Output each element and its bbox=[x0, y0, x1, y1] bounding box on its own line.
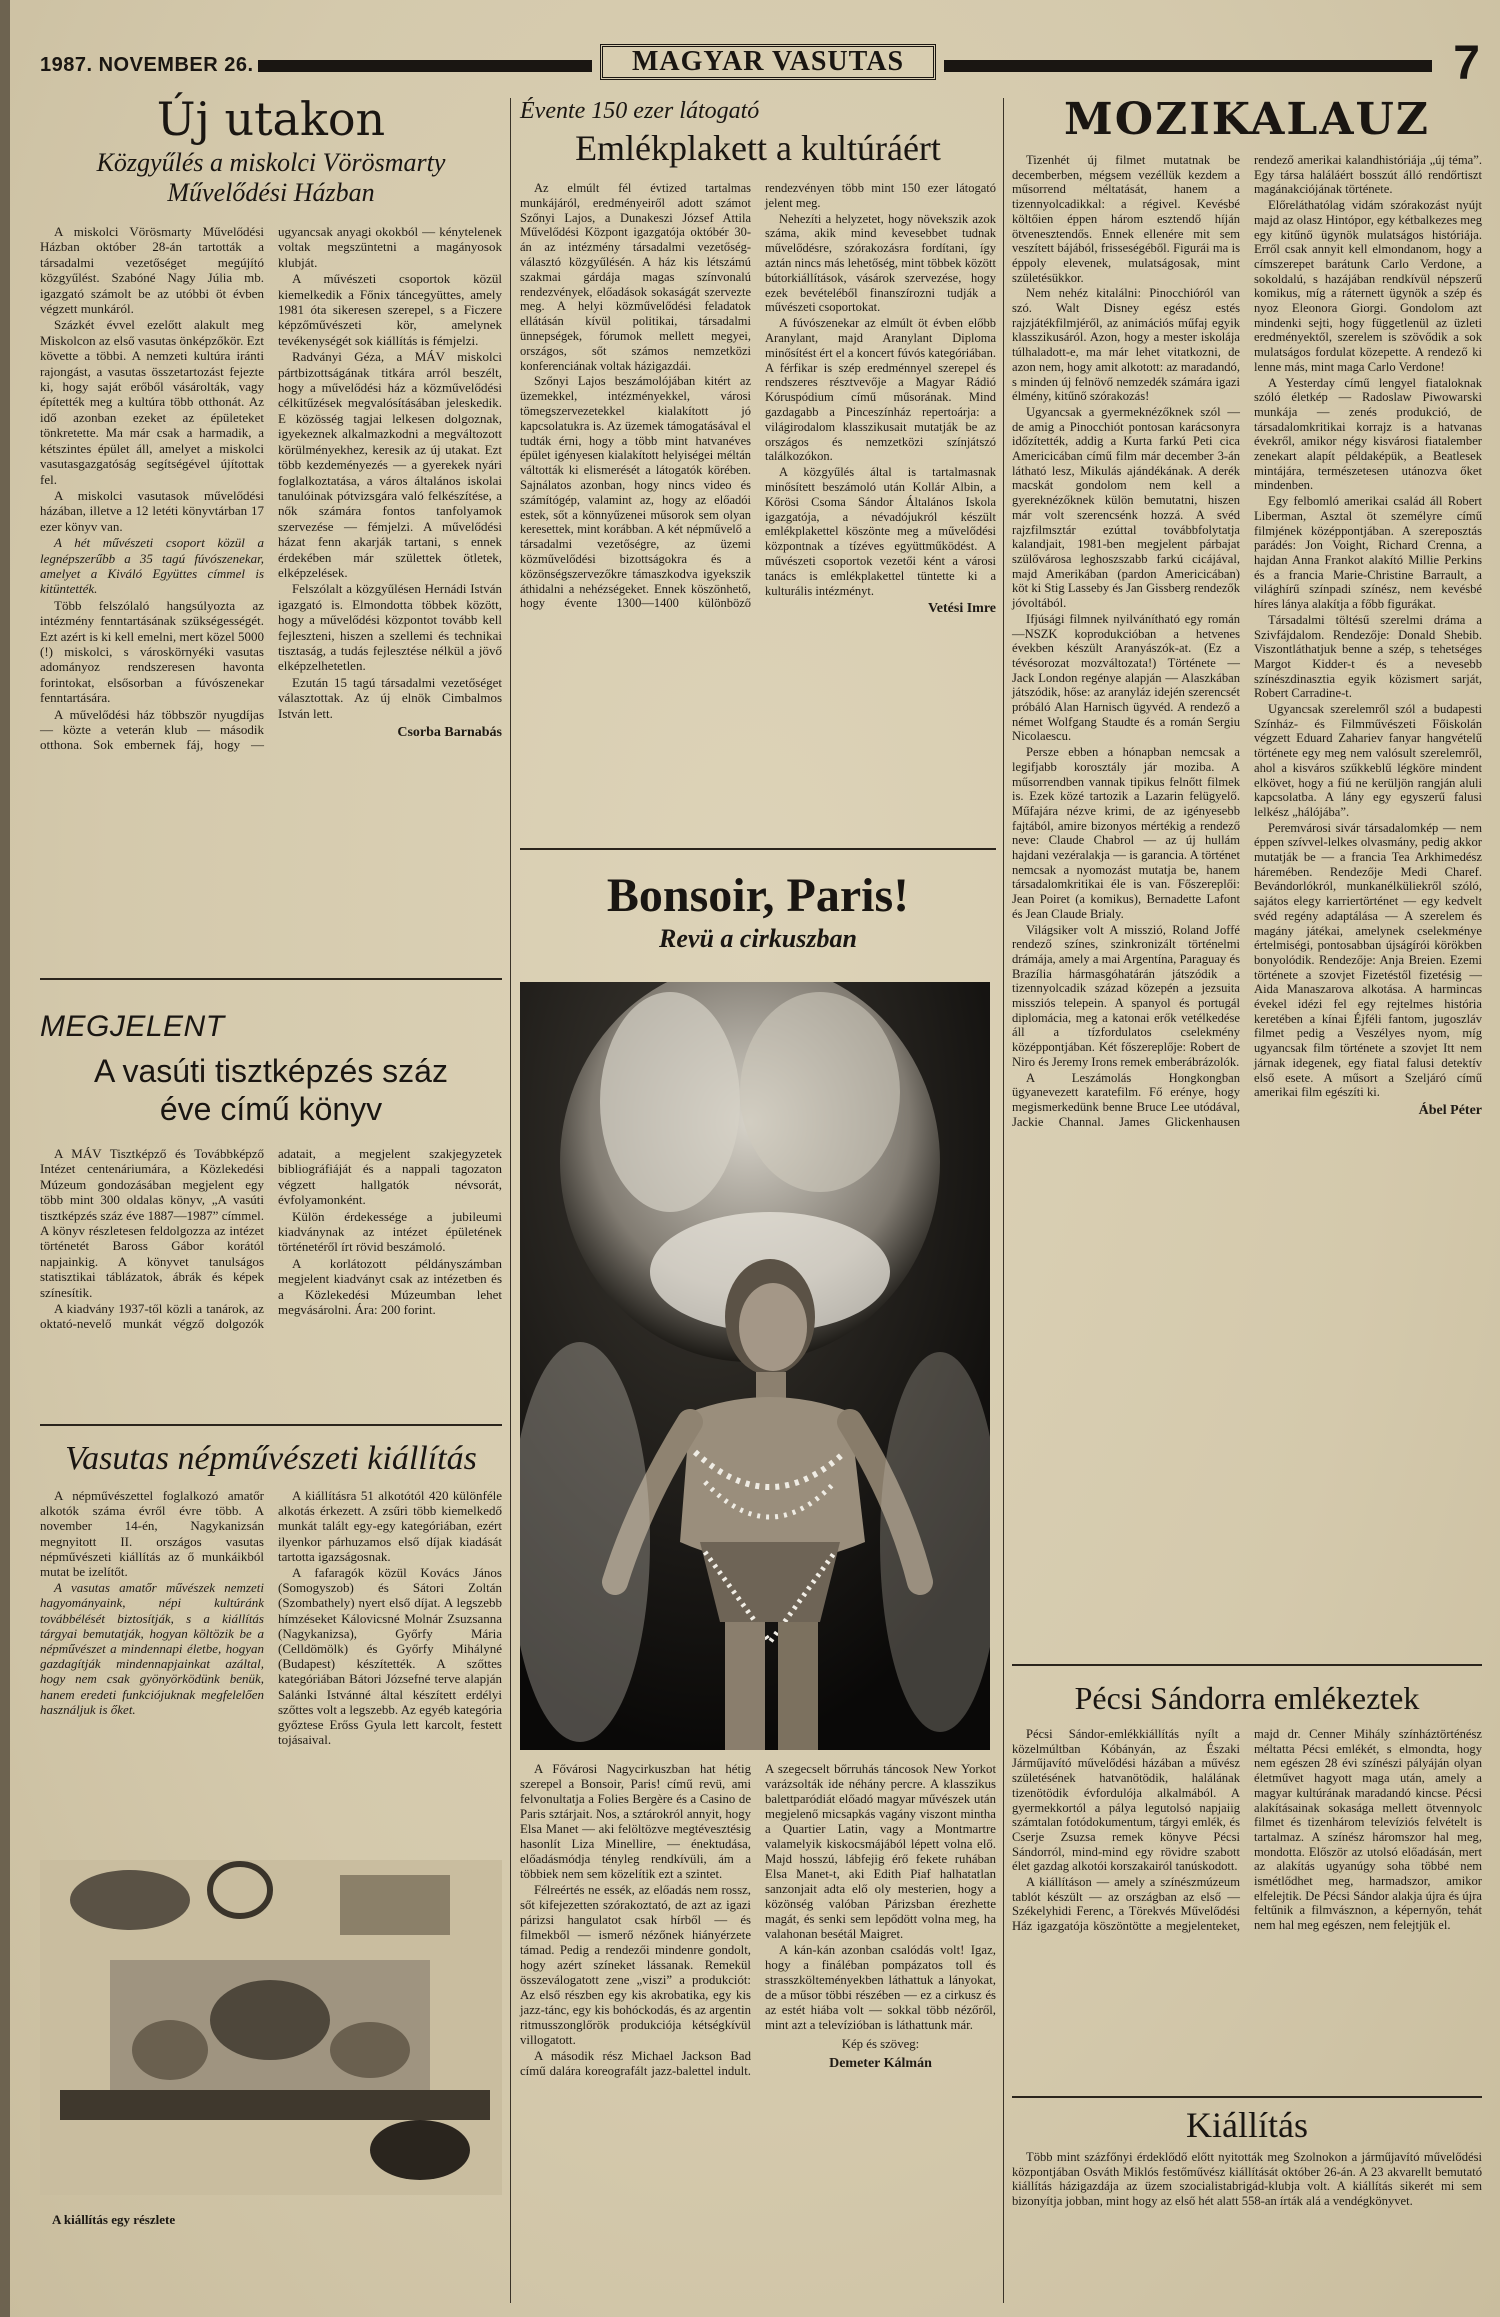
paragraph: Radványi Géza, a MÁV miskolci pártbizottságának titkára arról beszélt, hogy a művelődési ház a közművelődési célkitűzések megvalósításában jeleskedik. E közösség tagjai lelkesen dolgoznak, igyekeznek alkalmazkodni a megváltozott körülményekhez, keresik az új utakat. Ezt több kezdeményezés — a gyerekek nyári foglalkoztatása, a város általános iskolai tanulóinak pótvizsgára való felkészítése, a nők számára fontos tanfolyamok szervezése — fémjelzi. A művelődési házat fenn akarják tartani, s ennek érdekében már születtek ötletek, elképzelések. bbox=[278, 349, 502, 580]
article-pecsi bbox=[1012, 1680, 1482, 2087]
author: Csorba Barnabás bbox=[397, 725, 502, 740]
section-rule bbox=[40, 1424, 502, 1426]
headline: Emlékplakett a kultúráért bbox=[575, 128, 941, 168]
paragraph: A vasutas amatőr művészek nemzeti hagyományaink, népi kultúránk továbbélését biztosítják, s a kiállítás tárgyai bemutatják, hogyan költözik be a népművészet a mindennapi életbe, hogyan gazdagítják mindennapjainkat azáltal, hogy nem csak gyönyörködünk benük, hanem eredeti funkciójuknak megfelelően használjuk is őket. bbox=[40, 1580, 264, 1717]
section-rule bbox=[520, 848, 996, 850]
headline: Pécsi Sándorra emlékeztek bbox=[1074, 1680, 1420, 1716]
masthead-rule-right bbox=[944, 60, 1432, 72]
column-rule bbox=[1003, 98, 1004, 2303]
article-body bbox=[40, 1146, 502, 1386]
masthead-rule-left bbox=[258, 60, 592, 72]
paragraph: A hét művészeti csoport közül a legnépszerűbb a 35 tagú fúvószenekar, amelyet a Kiváló Együttes címmel is kitüntették. bbox=[40, 535, 264, 597]
paragraph: Persze ebben a hónapban nemcsak a legifjabb korosztály jár moziba. A műsorrendben vannak tipikus felnőtt filmek is. Ezek közé tartozik a Lazarin felügyelő. Műfajára nézve krimi, de az igényesebb fajtából, amire bizonyos mértékig a rendező neve: Claude Chabrol — az új hullám hajdani vezéralakja — is garancia. A történet nemcsak a nyomozást mutatja be, hanem társadalomkritikai éle is van. Főszereplői: Jean Poiret (a komikus), Bernadette Lafont és Jean Claude Brialy. bbox=[1012, 745, 1240, 921]
article-body bbox=[1012, 153, 1482, 1693]
kicker: Évente 150 ezer látogató bbox=[520, 98, 760, 124]
article-body bbox=[520, 181, 996, 837]
paragraph: Ezután 15 tagú társadalmi vezetőséget választottak. Az új elnök Cimbalmos István lett. bbox=[278, 674, 502, 721]
paragraph: Ugyancsak szerelemről szól a budapesti Színház- és Filmművészeti Főiskolán végzett Eduard Zahariev fanyar hangvételű története egy meg nem valósult szerelemről, ahol a kisváros szűkkeblű légköre mindent elkövet, hogy a fiú ne kerüljön rangján aluli kapcsolatba. A lány egy egyszerű falusi lelkész „hálójába”. bbox=[1254, 702, 1482, 819]
article-emlekplakett bbox=[520, 98, 996, 837]
page-edge bbox=[0, 0, 10, 2317]
photo-caption: A kiállítás egy részlete bbox=[52, 2212, 176, 2227]
paragraph: A Fővárosi Nagycirkuszban hat hétig szerepel a Bonsoir, Paris! című revü, ami felvonultatja a Folies Bergère és a Casino de Paris sztárjait. Nos, a sztárokról annyit, hogy Elsa Manet — aki felöltözve megtévesztésig hasonlít Liza Minellire, — énektudása, előadásmódja tényleg rendkívüli, ám a többiek nem sem közelítik ezt a szintet. bbox=[520, 1762, 751, 1881]
paragraph: Ifjúsági filmnek nyilvánítható egy román—NSZK koprodukcióban a hetvenes években készült Aranyászók-at. (Ez a tévésorozat mozváltozata!) Története — Jack London regénye alapján — Alaszkában játszódik, hőse: az aranyláz idején szerencsét próbáló Alan Harnisch ügyvéd. A rendező a német Wolfgang Staudte és a román Sergiu Nicolaescu. bbox=[1012, 611, 1240, 744]
headline: MOZIKALAUZ bbox=[1064, 94, 1430, 145]
article-kiallitas bbox=[1012, 2104, 1482, 2210]
revue-dancer-drawing bbox=[520, 982, 990, 1750]
column-rule bbox=[510, 98, 511, 2303]
paragraph: Külön érdekessége a jubileumi kiadványnak az intézet épületének történetéről írt rövid beszámoló. bbox=[278, 1208, 502, 1255]
author: Ábel Péter bbox=[1418, 1103, 1482, 1118]
article-bonsoir bbox=[520, 870, 996, 954]
article-body bbox=[40, 1488, 502, 1858]
section-rule bbox=[1012, 2096, 1482, 2098]
subheadline: Revü a cirkuszban bbox=[659, 924, 857, 953]
paragraph: A miskolci vasutasok művelődési házában, illetve a 12 letéti könyvtárban 17 ezer könyv van. bbox=[40, 487, 264, 534]
paragraph: Több felszólaló hangsúlyozta az intézmény fenntartásának szükségességét. Ezt azért is ki kell emelni, mert közel 5000 (!) miskolci, s városkörnyéki vasutas adományoz rendszeresen havonta forintokat, elsősorban a fúvószenekar fenntartására. bbox=[40, 597, 264, 706]
section-rule bbox=[40, 978, 502, 980]
paragraph: Több mint százfőnyi érdeklődő előtt nyitották meg Szolnokon a járműjavító művelődési központjában Osváth Miklós festőművész kiállítását október 26-án. A 23 akvarellt bemutató kiállítás házigazdája az üzem szocialistabrigád-klubja volt. A kiállítás sikerét mi sem bizonyítja jobban, mint hogy az első hét alatt 558-an írták alá a vendégkönyvet. bbox=[1012, 2150, 1482, 2209]
headline: Bonsoir, Paris! bbox=[606, 869, 910, 922]
paragraph: A Yesterday című lengyel fiataloknak szóló életkép — Radoslaw Piwowarski munkája — zenés produkció, de társadalomkritikai korrajz is a hatvanas évekről, amikor négy kisvárosi fiatalember zenekart alapít példaképük, a Beatlesek mintájára, természetesen utánozva őket mindenben. bbox=[1254, 375, 1482, 493]
paragraph: Előreláthatólag vidám szórakozást nyújt majd az olasz Hintópor, egy kétbalkezes meg egy kitűnő ügynök mulatságos históriája. Erről csak annyit kell elmondanom, hogy a címszerepet barátunk Carlo Verdone, a sokoldalú, s hazájában rendkívül népszerű komikus, míg a ráternett ügynök a szép és nyoz Eleonora Giorgi. Gondolom azt mindenki sejti, hogy függetlenül az üzleti eredményektől, szerelem is szövődik a sok mulatságos fordulat közepette. A rendező ki lenne más, mint maga Carlo Verdone! bbox=[1254, 198, 1482, 374]
paragraph: Társadalmi töltésű szerelmi dráma a Szivfájdalom. Rendezője: Donald Shebib. Viszontláthatjuk benne a szép, s tehetséges Margot Kidder-t és a nevesebb színészdinasztia egyik közismert sarját, Robert Carradine-t. bbox=[1254, 612, 1482, 701]
paragraph: Pécsi Sándor-emlékkiállítás nyílt a közelmúltban Kóbányán, az Északi Járműjavító művelődési házában a művész születésének hatvanötödik, halálának tizenötödik évfordulója alkalmából. A gyermekkortól a pálya legutolsó napjaiig számtalan fotódokumentum, tárgyi emlék, és Cserje Zsuzsa remek könyve Pécsi Sándorról, mind-mind egy rövidre szabott élet gazdag alkotói korszakairól tanúskodott. bbox=[1012, 1727, 1240, 1874]
paragraph: A kiállításon — amely a színészmúzeum tablót készült — az országban az első — Székelyhidi Ferenc, a Törekvés Művelődési Ház igazgatója köszöntötte a megjelenteket, majd dr. Cenner Mihály színháztörténész méltatta Pécsi emlékét, s elmondta, hogy nem egészen 28 évi színészi pályáján olyan életművet hagyott maga után, amely a magyar kultúrának maradandó kincse. Pécsi alakításainak sokasága mellett ötvennyolc filmet és tizenhárom televíziós felvételt is tartalmaz. A színész háromszor hal meg, mondotta. Először az utolsó előadásán, mert az alakítás ugyanúgy soha többé nem ismétlődhet meg, harmadszor, amikor elfelejtik. De Pécsi Sándor alakja újra és újra feltűnik a filmvásznon, a képernyőn, tehát nem hal meg egészen, nem felejtjük el. bbox=[1012, 1727, 1482, 1934]
exhibition-photo-drawing bbox=[40, 1860, 502, 2195]
author: Vetési Imre bbox=[927, 601, 996, 617]
subheadline: Közgyűlés a miskolci Vörösmarty Művelődési Házban bbox=[96, 148, 446, 207]
article-bonsoir-body bbox=[520, 1762, 996, 2282]
article-body bbox=[1012, 1727, 1482, 2087]
paragraph: Nem nehéz kitalálni: Pinocchióról van szó. Walt Disney egész estés rajzjátékfilmjéről, az animációs műfaj egyik klasszikusáról. Azon, hogy a mester iskolája túlhaladott-e, ma már lehet vitatkozni, de azon nem, hogy amit alkotott: az maradandó, s minden új felnövő nemzedék számára igazi élmény, kitűnő szórakozás! bbox=[1012, 286, 1240, 404]
paragraph: A közgyűlés által is tartalmasnak minősített beszámoló után Kollár Albin, a Kőrösi Csoma Sándor Általános Iskola igazgatója, a névadójukról készült emlékplakettel köszönte meg a művelődési központnak a tízéves együttműködést. A művészeti csoportok vezetői ként a városi tanács is emlékplakettel tüntette ki a kulturális intézményt. bbox=[765, 465, 996, 598]
paragraph: Ugyancsak a gyermeknézőknek szól — de amig a Pinocchiót pontosan karácsonyra időzítették, addig a Kurta farkú Peti cica Americicában című film már december 3-án látható lesz, Mikulás ajándékának. A derék macskát gondolom nem kell a gyereknézőknek külön bemutatni, hiszen már volt szerencsénk hozzá. A svéd rajzfilmsztár ezúttal továbbfolytatja kalandjait, 1981-ben megjelent párbajat szülővárosa leghoszszabb farkú cicájával, majd Amerikában (pardon Americicában) köt ki Stig Lasseby és Jan Gissberg rendezők jóvoltából. bbox=[1012, 404, 1240, 611]
photo-text-credit: Kép és szöveg: bbox=[841, 2037, 920, 2051]
paragraph: A fafaragók közül Kovács János (Somogyszob) és Sátori Zoltán (Szombathely) nyert első díjat. A legszebb hímzéseket Kálovicsné Molnár Zsuzsanna (Nagykanizsa), Győrfy Mária (Celldömölk) és Győrfy Mihályné (Budapest) készítették. A szőttes kategóriában Bátori Józsefné terve alapján Salánki Istvánné által készített erdélyi szőttes volt a legszebb. Az egyéb kategória győztese Erőss Gyula lett karcolt, festett tojásaival. bbox=[278, 1565, 502, 1748]
article-body bbox=[40, 224, 502, 944]
article-nepmuveszeti bbox=[40, 1440, 502, 1858]
section-rule bbox=[1012, 1664, 1482, 1666]
paragraph: Tizenhét új filmet mutatnak be decemberben, mégsem vezéllük kezdem a műsorrend méltatását, hanem a tizennyolcadikkal: a régivel. Kevésbé költőien éppen három esztendő híján ötvenesztendős. Ennek ellenére mit sem veszített bájából, frisseségéből. Figurái ma is éppoly elevenek, mulatságosak, mint születésükkor. bbox=[1012, 153, 1240, 285]
paragraph: A második rész Michael Jackson Bad című dalára koreografált jazz-balettel indult. A szegecselt bőrruhás táncosok New Yorkot varázsolták ide néhány percre. A klasszikus balettparódiát előadó magyar művészek után megjelenő micsapkás vagány viszont mintha a Quartier Latin, vagy a Montmartre valamelyik kiskocsmájából lépett volna elő. Majd hosszú, lábfejig érő fekete ruhában Elsa Manet-t, aki Edith Piaf halhatatlan sanzonjait adta elő oly mesterien, hogy a közönség valóban Párizsban érezhette magát, és senki sem lepődött volna meg, ha valahonan besétál Maigret. bbox=[520, 1762, 996, 2078]
paragraph: Az elmúlt fél évtized tartalmas munkájáról, eredményeiről adott számot Szőnyi Lajos, a Dunakeszi József Attila Művelődési Központ igazgatója októbér 30-án az intézmény társadalmi vezetőség-választó közgyűlésén. A ház kis létszámú szakmai gárdája magas színvonalú rendezvények, előadások sokaságát szervezte meg. A helyi közművelődési feladatok ellátásán kívül politikai, társadalmi ünnepségek, fórumok mellett megyei, országos, sőt számos nemzetközi konferenciának voltak házigazdái. bbox=[520, 181, 751, 373]
article-mozikalauz bbox=[1012, 94, 1482, 1693]
headline: Új utakon bbox=[156, 92, 386, 146]
author: Demeter Kálmán bbox=[829, 2056, 932, 2071]
paragraph: A fúvószenekar az elmúlt öt évben előbb Aranylant, majd Aranylant Diploma minősítést ért el a koncert fúvós kategóriában. A férfikar is szép eredménnyel szerepel és rendszeres résztvevője a Magyar Rádió Kóruspódium című műsorának. Mind gazdagabb a Pinceszínház repertoárja: a világirodalom klasszikusait mutatják be az országos és nemzetközi színjátszó találkozókon. bbox=[765, 316, 996, 464]
paragraph: Szőnyi Lajos beszámolójában kitért az üzemekkel, intézményekkel, városi tömegszervezetekkel kialakított jó kapcsolatukra is. Az üzemek támogatásával el tudták érni, hogy a több mint hatvanéves épület igényesen kialakított helyiségei méltán váltották ki elismerését a látogatók körében. Sajnálatos azonban, hogy nincs video és számítógép, valamint az, hogy az előadói estek, sőt a könnyűzenei műsorok sem olyan keresettek, mint korábban. A két népművelő a társadalmi vezetőségre, az üzemi közművelődési bizottságokra és a közönségszervezőkre támaszkodva igyekszik áthidalni a nehézségeket. Ennek köszönhető, hogy évente 1300—1400 különböző rendezvényen több mint 150 ezer látogató jelent meg. bbox=[520, 181, 996, 611]
issue-date: 1987. NOVEMBER 26. bbox=[40, 54, 254, 76]
paragraph: Nehezíti a helyzetet, hogy növekszik azok száma, akik mind kevesebbet tudnak művelődésre, szórakozásra fordítani, így aztán nincs más lehetőség, mint többek között bútorkiállítások, vásárok szervezése, hogy ezek bevételéből finanszírozni tudják a művészeti csoportokat. bbox=[765, 211, 996, 315]
masthead bbox=[40, 37, 1480, 90]
paragraph: Felszólalt a közgyűlésen Hernádi István igazgató is. Elmondotta többek között, hogy a művelődési központot tovább kell fejleszteni, hiszen a szellemi és technikai tisztaság, a tudás fejlesztése nélkül a jövő elképzelhetetlen. bbox=[278, 581, 502, 674]
paragraph: A Leszámolás Hongkongban ügyanevezett karatefilm. Fő erénye, hogy megismerkedünk benne Bruce Lee utódával, Jackie Channal. James Glickenhausen rendező amerikai kalandhistóriája „új téma”. Egy társa haláláért bosszút álló rendőrtiszt magánakciójának története. bbox=[1012, 153, 1482, 1129]
paragraph: A kiadvány 1937-től közli a tanárok, az oktató-nevelő munkát végző dolgozók adatait, a megjelent szakjegyzetek bibliográfiáját és a nappali tagozaton végzett hallgatók névsorát, évfolyamonként. bbox=[40, 1146, 502, 1332]
article-body bbox=[1012, 2150, 1482, 2209]
paragraph: Százkét évvel ezelőtt alakult meg Miskolcon az első vasutas önképzőkör. Ezt követte a többi. A nemzeti kultúra iránti rajongást, a vasutas összetartozást fejezte ki, hogy saját erőből vásárolták, vagy építették meg a kultúra több otthonát. Az idő azonban ezeket az épületeket tönkretette. Ma már csak a harmadik, a kétszintes épület áll, amelyet a miskolci vasutasgazgatóság segítségével újítottak fel. bbox=[40, 317, 264, 487]
newspaper-title: MAGYAR VASUTAS bbox=[600, 44, 936, 80]
paragraph: Egy felbomló amerikai család áll Robert Liberman, Asztal öt személyre című filmjének középpontjában. A szereposztás parádés: Jon Voight, Richard Crenna, a hajdan Anna Frankot alakító Millie Perkins és a francia Marie-Christine Barrault, a világhírű színpadi színész, nem kevésbé híres lánya alakítja a főbb figurákat. bbox=[1254, 494, 1482, 612]
paragraph: A művészeti csoportok közül kiemelkedik a Főnix táncegyüttes, amely 1981 óta sikeresen szerepel, s a Ficzere képzőművészeti kör, amelynek tevékenységét sok kiállítás is fémjelzi. bbox=[278, 271, 502, 348]
paragraph: A művelődési ház többször nyugdíjas — közte a veterán klub — második otthona. Sok embernek fáj, hogy — ugyancsak anyagi okokból — kénytelenek voltak megszüntetni a magányosok klubját. bbox=[40, 224, 502, 753]
paragraph: Félreértés ne essék, az előadás nem rossz, sőt kifejezetten szórakoztató, de azt az igazi párizsi hangulatot csak hírből — és filmekből — ismerő nézőnek hiányérzete támad. Pedig a rendezői mindenre gondolt, hogy azért színeket lássanak. Remekül összeválogatott zene „viszi” a produkciót: Az első részben egy kis akrobatika, egy kis jazz-tánc, egy kis bohóckodás, és az argentin ritmusszonglőrök produkciója kétségkívül villogatott. bbox=[520, 1883, 751, 2047]
paragraph: Peremvárosi sivár társadalomkép — nem éppen szívvel-lelkes olvasmány, pedig akkor mutatják be — a francia Tea Arkhimedész háremében. Rendezője Medi Charef. Bevándorlókról, munkanélküliekről szóló, sajátos elegy karriertörténet — egy kedvelt svéd regény adaptálása — A szerelem és magány játékai, amelynek cselekménye értelmiségi, pontosabban újságírói körökben bonyolódik. Rendezője: Anja Breien. Ezemi története a szovjet Fizetéstől fizetésig — Aida Manaszarova alkotása. A harmincas évekel idézi fel egy rejtelmes história keretében a kínai Éjféli fantom, jugoszláv filmet pedig a Veszélyes nyom, míg ugyancsak film története a szovjet Itt nem járnak idegenek, egy fiatal falusi detektív első esete. A műsort a Szeljáró című amerikai film egészíti ki. bbox=[1254, 820, 1482, 1100]
revue-dancer-photo bbox=[520, 982, 990, 1750]
paragraph: A MÁV Tisztképző és Továbbképző Intézet centenáriumára, a Közlekedési Múzeum gondozásában megjelent egy több mint 300 oldalas könyv, „A vasúti tisztképzés száz éve 1887—1987” címmel. A könyv részletesen feldolgozza az intézet történetét Baross Gábor korától napjainkig. A könyvet tanulságos statisztikai táblázatok, ábrák és képek színesítik. bbox=[40, 1146, 264, 1300]
exhibition-photo bbox=[40, 1860, 502, 2195]
paragraph: A korlátozott példányszámban megjelent kiadványt csak az intézetben és a Közlekedési Múzeumban lehet megvásárolni. Ára: 200 forint. bbox=[278, 1255, 502, 1318]
paragraph: Világsiker volt A misszió, Roland Joffé rendező színes, szinkronizált történelmi drámája, amely a mai Argentína, Paraguay és Brazília hármasgóhatárán játszódik a tizennyolcadik század közepén a jezsuita missziós telepein. A spanyol és portugál diplomácia, meg a katonai erők vetélkedése áll a tízfordulatos cselekmény középpontjában. Két főszereplője: Robert de Niro és Jeremy Irons remek emberábrázolók. bbox=[1012, 922, 1240, 1069]
article-megjelent bbox=[40, 1010, 502, 1386]
headline: A vasúti tisztképzés száz éve című könyv bbox=[94, 1053, 448, 1127]
paragraph: A népművészettel foglalkozó amatőr alkotók száma évről évre több. A november 14-én, Nagykanizsán megnyitott II. országos vasutas népművészeti kiállítás az ő munkáikból mutat be izelítőt. bbox=[40, 1488, 264, 1580]
paragraph: A kán-kán azonban csalódás volt! Igaz, hogy a fináléban pompázatos toll és strasszkölteményekben láthattuk a lányokat, de a műsor többi részében — ez a cirkusz és az estét hiába volt — sokkal több nézőről, mint azt a televízióban is láthattunk már. bbox=[765, 1943, 996, 2032]
headline: Kiállítás bbox=[1186, 2105, 1308, 2145]
kicker: MEGJELENT bbox=[40, 1010, 225, 1043]
page-number: 7 bbox=[1453, 37, 1480, 90]
article-uj-utakon bbox=[40, 94, 502, 944]
paragraph: A kiállításra 51 alkotótól 420 különféle alkotás érkezett. A zsűri több kiemelkedő munkát talált egy-egy kategóriában, ezért ilyenkor párhuzamos első díjak kiadását tartotta igazságosnak. bbox=[278, 1488, 502, 1564]
headline: Vasutas népművészeti kiállítás bbox=[65, 1440, 477, 1477]
paragraph: A miskolci Vörösmarty Művelődési Házban október 28-án tartották a társadalmi vezetőséget megújító közgyűlést. Szabóné Nagy Júlia mb. igazgató számolt be az utóbbi öt évben végzett munkáról. bbox=[40, 224, 264, 317]
